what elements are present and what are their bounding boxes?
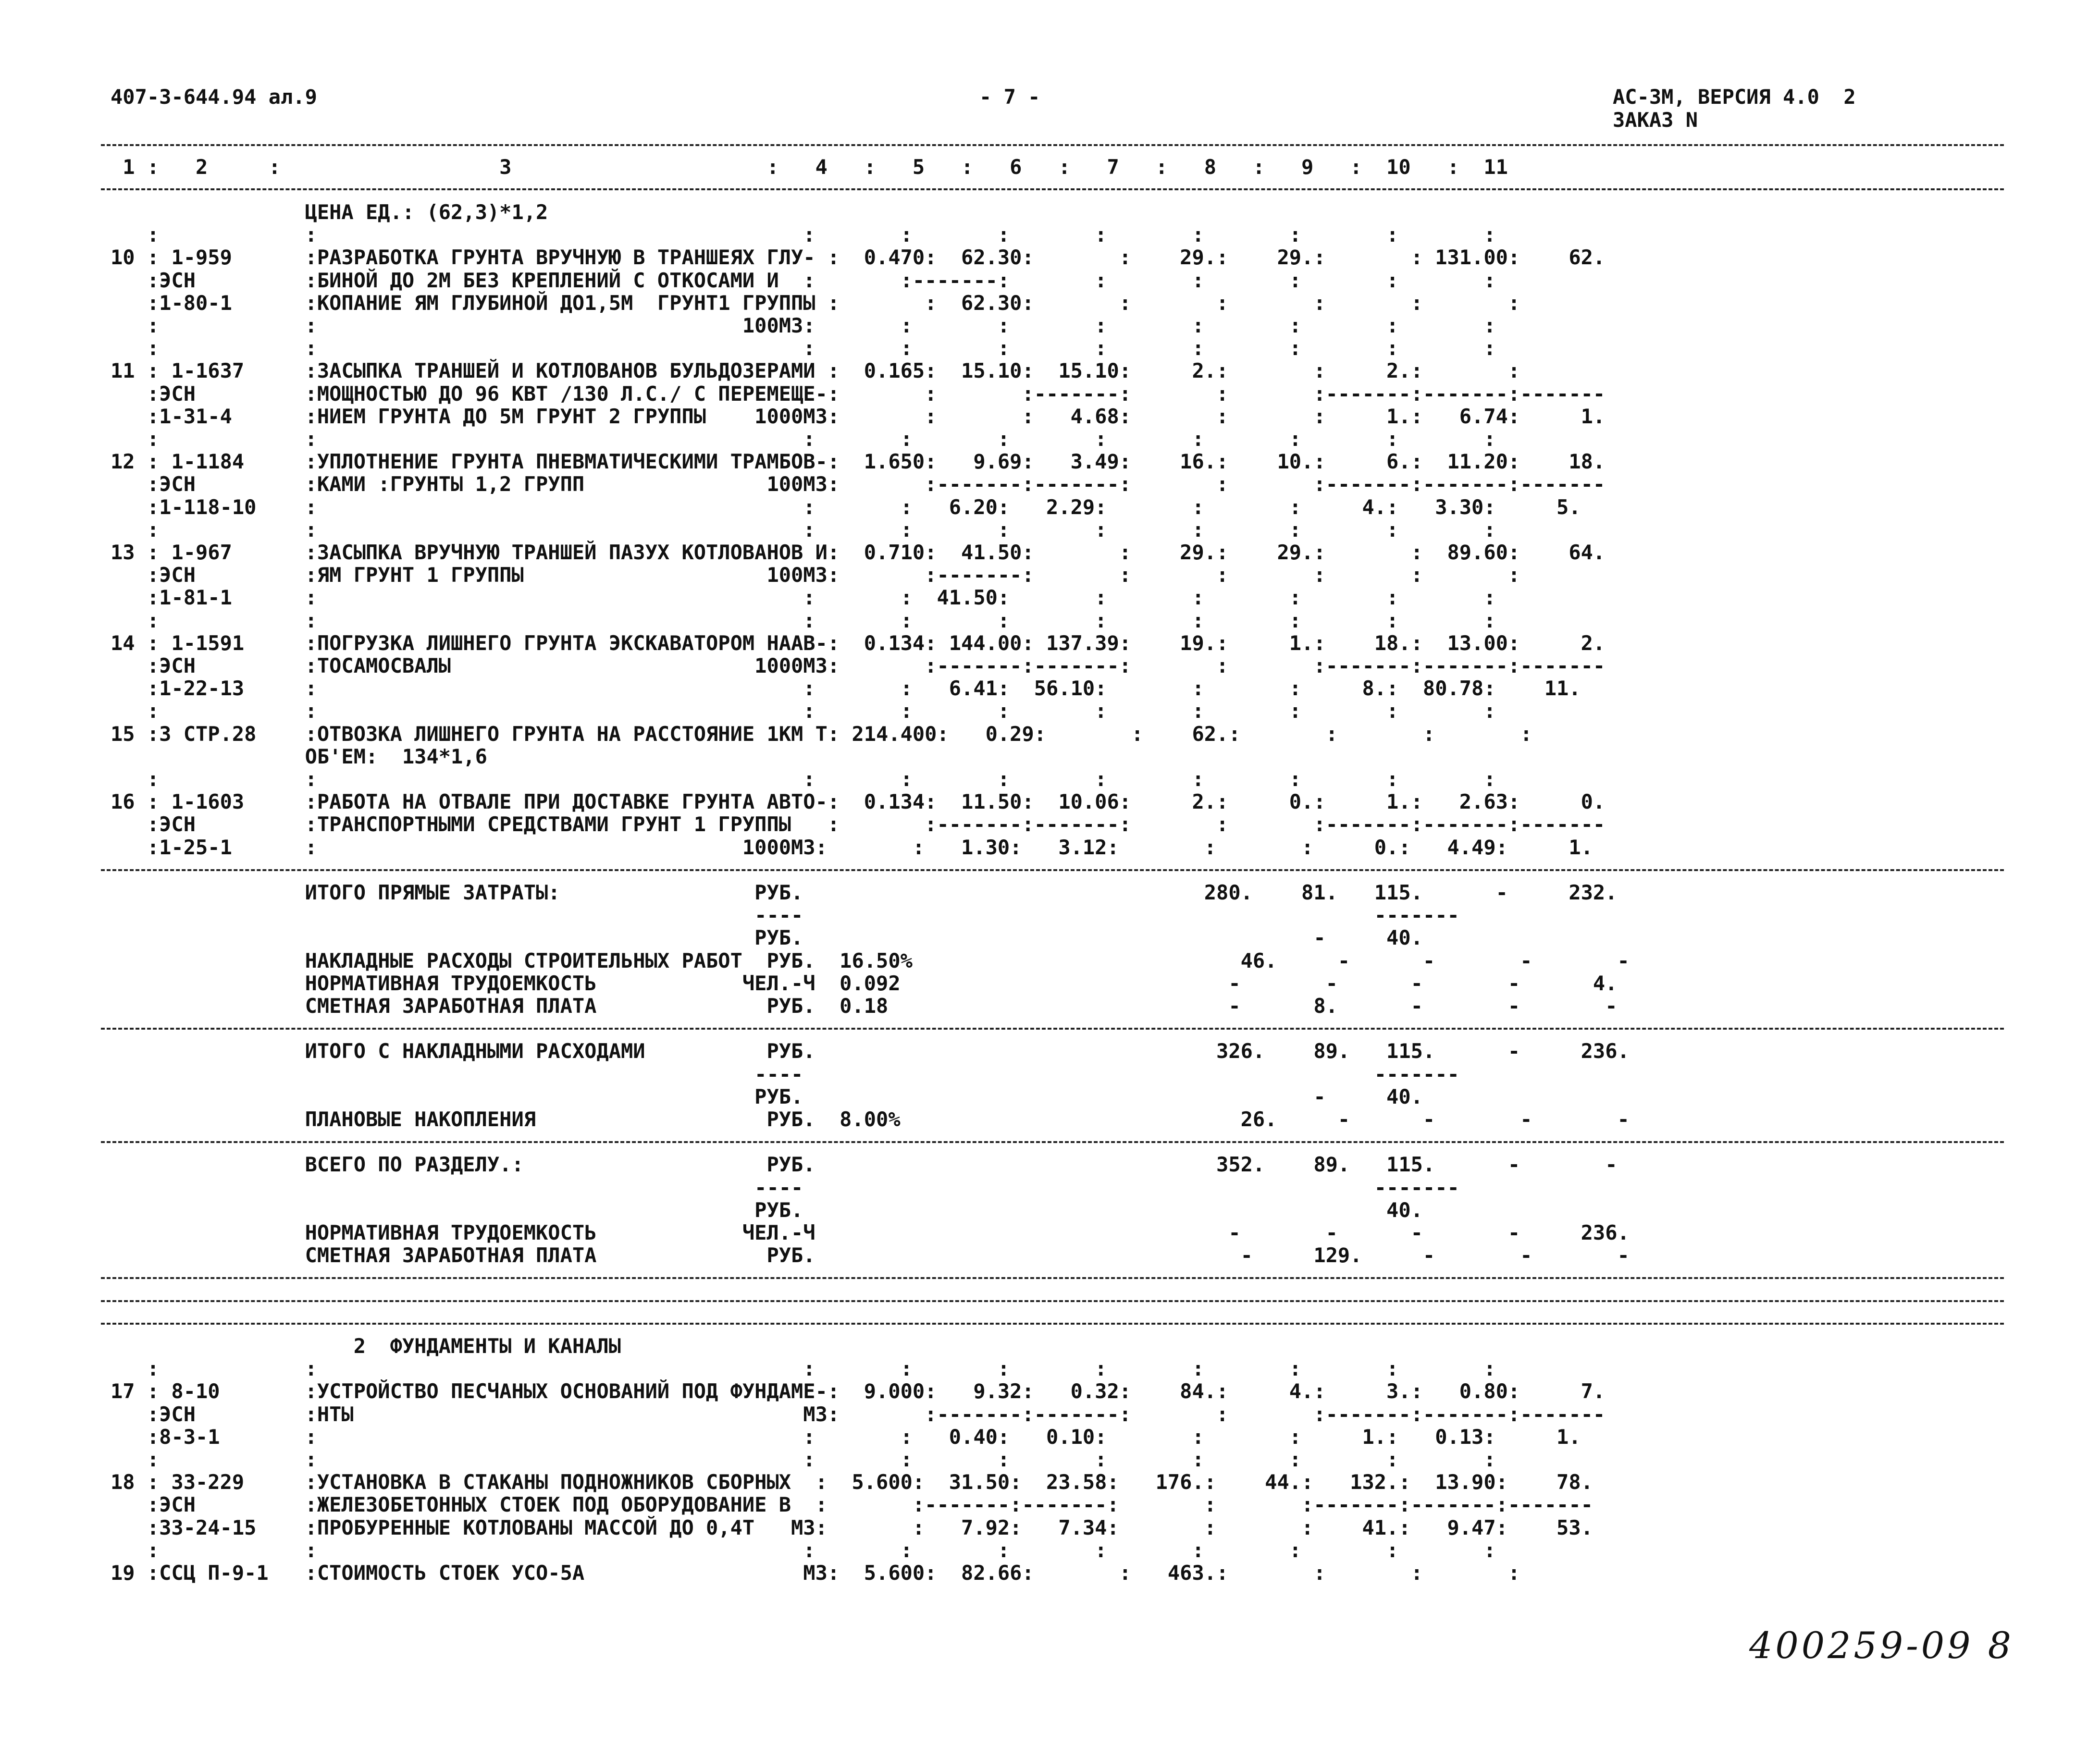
header-bottom-rule [101,188,2004,190]
order-number: ЗАКАЗ N [1613,108,1698,132]
table-row: :33-24-15 :ПРОБУРЕННЫЕ КОТЛОВАНЫ МАССОЙ ДО 0,4Т М3: : 7.92: 7.34: : : 41.: 9.47: 53. [111,1516,1593,1539]
table-row: НОРМАТИВНАЯ ТРУДОЕМКОСТЬ ЧЕЛ.-Ч 0.092 - - - - 4. [111,972,1618,995]
table-row: 10 : 1-959 :РАЗРАБОТКА ГРУНТА ВРУЧНУЮ В ТРАНШЕЯХ ГЛУ- : 0.470: 62.30: : 29.: 29.: : 131.00: 62. [111,246,1606,269]
section-divider [101,869,2004,871]
table-row: : : : : : : : : : : [111,699,1496,723]
table-row: ИТОГО ПРЯМЫЕ ЗАТРАТЫ: РУБ. 280. 81. 115. - 232. [111,881,1618,904]
table-row: :ЭСН :ЯМ ГРУНТ 1 ГРУППЫ 100М3: :-------: : : : : : [111,563,1520,587]
table-row: :8-3-1 : : : 0.40: 0.10: : : 1.: 0.13: 1. [111,1425,1581,1449]
table-row: 17 : 8-10 :УСТРОЙСТВО ПЕСЧАНЫХ ОСНОВАНИЙ ПОД ФУНДАМЕ-: 9.000: 9.32: 0.32: 84.: 4.: 3.: 0.80: 7. [111,1379,1606,1403]
table-row: ---- ------- [111,1176,1459,1199]
table-row: ЦЕНА ЕД.: (62,3)*1,2 [111,200,548,224]
table-row: : : 100М3: : : : : : : : [111,314,1496,337]
table-row: 2 ФУНДАМЕНТЫ И КАНАЛЫ [111,1334,621,1358]
table-row: НАКЛАДНЫЕ РАСХОДЫ СТРОИТЕЛЬНЫХ РАБОТ РУБ. 16.50% 46. - - - - [111,949,1630,972]
table-row: : : : : : : : : : : [111,1448,1496,1471]
table-row: : : : : : : : : : : [111,609,1496,632]
table-row: :ЭСН :ЖЕЛЕЗОБЕТОННЫХ СТОЕК ПОД ОБОРУДОВАНИЕ В : :-------:-------: : :-------:-------:------- [111,1493,1593,1516]
table-row: :ЭСН :НТЫ М3: :-------:-------: : :-------:-------:------- [111,1402,1606,1426]
table-row: ---- ------- [111,1062,1459,1086]
table-row: :1-81-1 : : : 41.50: : : : : : [111,586,1496,609]
table-row: 15 :3 СТР.28 :ОТВОЗКА ЛИШНЕГО ГРУНТА НА РАССТОЯНИЕ 1КМ Т: 214.400: 0.29: : 62.: : : : [111,722,1532,746]
table-row: :1-118-10 : : : 6.20: 2.29: : : 4.: 3.30: 5. [111,495,1581,519]
table-row: РУБ. - 40. [111,926,1423,949]
table-row: :ЭСН :МОЩНОСТЬЮ ДО 96 КВТ /130 Л.С./ С ПЕРЕМЕЩЕ-: : :-------: : :-------:-------:------- [111,382,1606,406]
section-divider [101,1141,2004,1143]
table-row: :ЭСН :ТОСАМОСВАЛЫ 1000М3: :-------:-------: : :-------:-------:------- [111,654,1606,677]
handwritten-signature: 400259-09 8 [1749,1624,2014,1667]
table-row: :1-80-1 :КОПАНИЕ ЯМ ГЛУБИНОЙ ДО1,5М ГРУНТ1 ГРУППЫ : : 62.30: : : : : : [111,291,1520,315]
table-row: 13 : 1-967 :ЗАСЫПКА ВРУЧНУЮ ТРАНШЕЙ ПАЗУХ КОТЛОВАНОВ И: 0.710: 41.50: : 29.: 29.: : 89.60: 64. [111,541,1606,564]
table-row: :1-25-1 : 1000М3: : 1.30: 3.12: : : 0.: 4.49: 1. [111,836,1593,859]
table-row: НОРМАТИВНАЯ ТРУДОЕМКОСТЬ ЧЕЛ.-Ч - - - - 236. [111,1221,1630,1244]
table-row: :1-22-13 : : : 6.41: 56.10: : : 8.: 80.78: 11. [111,677,1581,700]
table-row: СМЕТНАЯ ЗАРАБОТНАЯ ПЛАТА РУБ. - 129. - - - [111,1243,1630,1267]
table-row: :ЭСН :КАМИ :ГРУНТЫ 1,2 ГРУПП 100М3: :-------:-------: : :-------:-------:------- [111,472,1606,496]
table-row: : : : : : : : : : : [111,518,1496,541]
section-divider [101,1323,2004,1325]
section-divider [101,1300,2004,1302]
table-row: 19 :ССЦ П-9-1 :СТОИМОСТЬ СТОЕК УСО-5А М3: 5.600: 82.66: : 463.: : : : [111,1561,1520,1585]
table-row: : : : : : : : : : : [111,767,1496,791]
table-row: 12 : 1-1184 :УПЛОТНЕНИЕ ГРУНТА ПНЕВМАТИЧЕСКИМИ ТРАМБОВ-: 1.650: 9.69: 3.49: 16.: 10.: 6.: 11.20: 18. [111,450,1606,473]
table-row: 18 : 33-229 :УСТАНОВКА В СТАКАНЫ ПОДНОЖНИКОВ СБОРНЫХ : 5.600: 31.50: 23.58: 176.: 44.: 132.: 13.90: 78. [111,1470,1593,1494]
document-code: 407-3-644.94 ал.9 [111,85,317,109]
column-numbers: 1 : 2 : 3 : 4 : 5 : 6 : 7 : 8 : 9 : 10 : 11 [111,155,1508,179]
table-row: : : : : : : : : : : [111,1357,1496,1380]
table-row: 14 : 1-1591 :ПОГРУЗКА ЛИШНЕГО ГРУНТА ЭКСКАВАТОРОМ НААВ-: 0.134: 144.00: 137.39: 19.: 1.: 18.: 13.00: 2. [111,631,1606,655]
table-row: РУБ. - 40. [111,1085,1423,1108]
table-row: СМЕТНАЯ ЗАРАБОТНАЯ ПЛАТА РУБ. 0.18 - 8. - - - [111,994,1618,1018]
table-row: ---- ------- [111,903,1459,927]
header-top-rule [101,144,2004,146]
table-row: ПЛАНОВЫЕ НАКОПЛЕНИЯ РУБ. 8.00% 26. - - - - [111,1107,1630,1131]
page-number: - 7 - [979,85,1040,109]
table-row: : : : : : : : : : : [111,336,1496,360]
table-row: ОБ'ЕМ: 134*1,6 [111,745,487,768]
table-row: : : : : : : : : : : [111,1538,1496,1562]
table-row: :ЭСН :ТРАНСПОРТНЫМИ СРЕДСТВАМИ ГРУНТ 1 ГРУППЫ : :-------:-------: : :-------:-------:------- [111,812,1606,836]
table-row: : : : : : : : : : : [111,223,1496,246]
table-row: 11 : 1-1637 :ЗАСЫПКА ТРАНШЕЙ И КОТЛОВАНОВ БУЛЬДОЗЕРАМИ : 0.165: 15.10: 15.10: 2.: : 2.: : [111,359,1520,382]
table-row: : : : : : : : : : : [111,427,1496,451]
table-row: :1-31-4 :НИЕМ ГРУНТА ДО 5М ГРУНТ 2 ГРУППЫ 1000М3: : : 4.68: : : 1.: 6.74: 1. [111,405,1606,428]
table-row: РУБ. 40. [111,1198,1423,1222]
table-row: ВСЕГО ПО РАЗДЕЛУ.: РУБ. 352. 89. 115. - - [111,1153,1618,1176]
table-row: 16 : 1-1603 :РАБОТА НА ОТВАЛЕ ПРИ ДОСТАВКЕ ГРУНТА АВТО-: 0.134: 11.50: 10.06: 2.: 0.: 1.: 2.63: 0. [111,790,1606,813]
table-row: :ЭСН :БИНОЙ ДО 2М БЕЗ КРЕПЛЕНИЙ С ОТКОСАМИ И : :-------: : : : : : [111,269,1496,292]
software-version: АС-3М, ВЕРСИЯ 4.0 2 [1613,85,1856,109]
table-row: ИТОГО С НАКЛАДНЫМИ РАСХОДАМИ РУБ. 326. 89. 115. - 236. [111,1039,1630,1063]
section-divider [101,1277,2004,1279]
section-divider [101,1028,2004,1030]
